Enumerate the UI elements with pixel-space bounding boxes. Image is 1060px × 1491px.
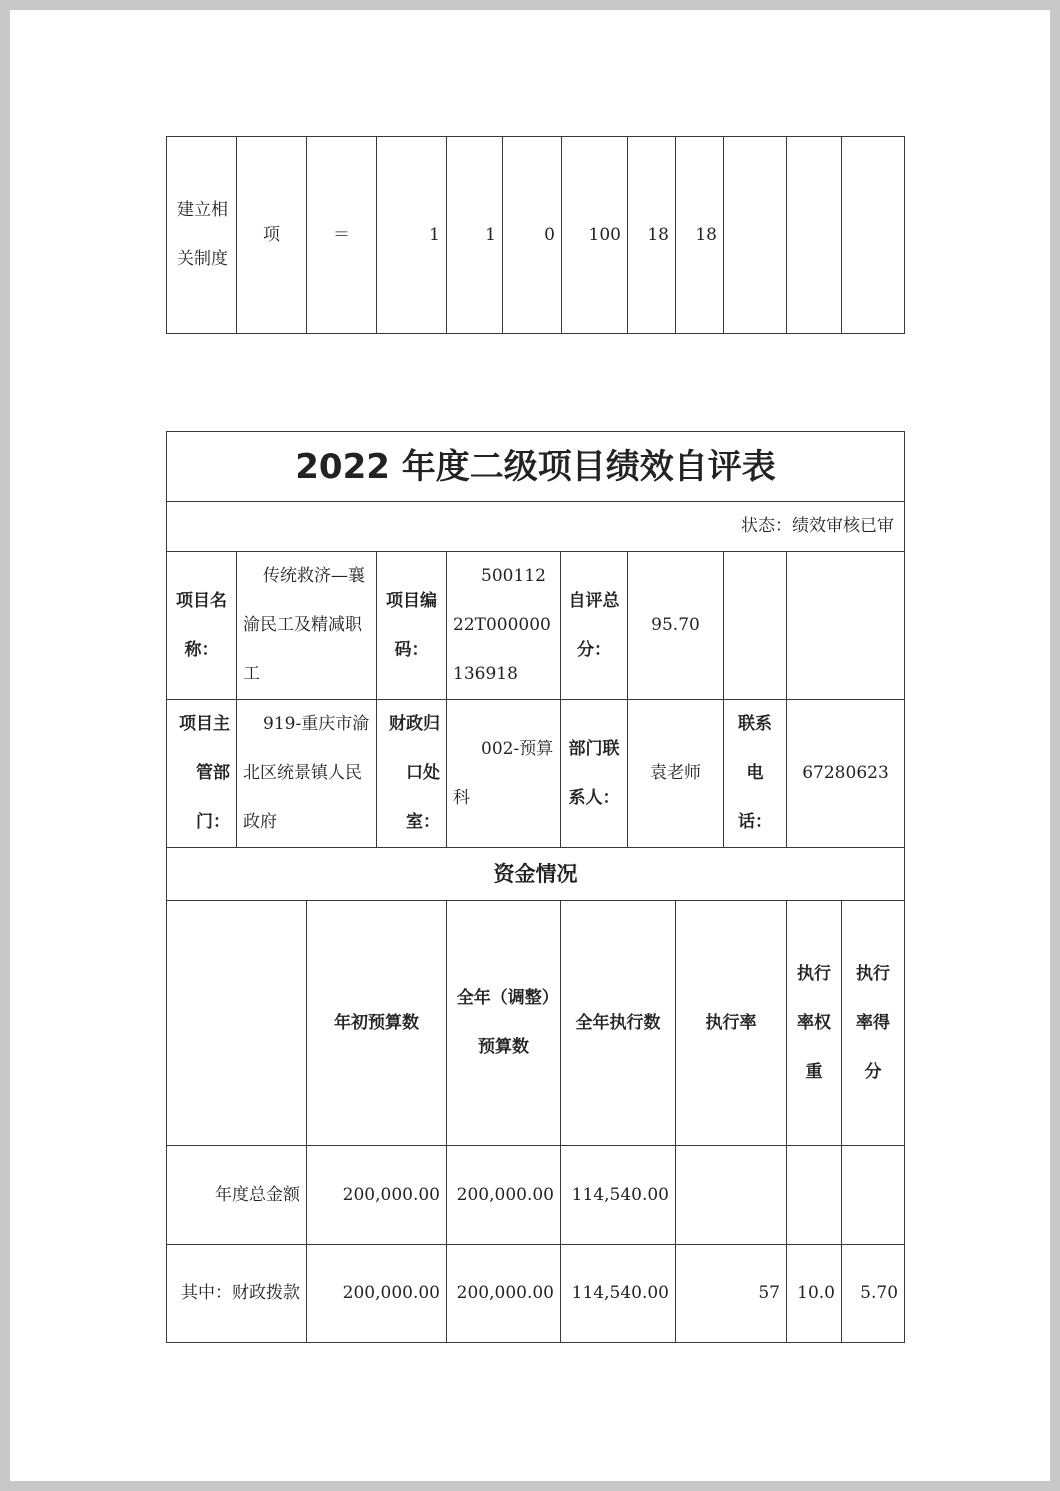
indicator-completion: 100 [562, 137, 628, 334]
empty-cell [787, 137, 842, 334]
indicator-name: 建立相关制度 [167, 137, 237, 334]
empty-cell [724, 137, 787, 334]
funds-header-blank [167, 901, 307, 1146]
contact-label: 部门联系人： [561, 700, 628, 848]
phone-label: 联系电话： [724, 700, 787, 848]
indicator-symbol: ＝ [307, 137, 377, 334]
dept-value: 919-重庆市渝北区统景镇人民政府 [237, 700, 377, 848]
indicator-actual: 1 [447, 137, 503, 334]
funds-row-initial: 200,000.00 [307, 1146, 447, 1245]
indicator-weight: 18 [628, 137, 676, 334]
phone-value: 67280623 [787, 700, 905, 848]
funds-row-executed: 114,540.00 [561, 1146, 676, 1245]
funds-row-executed: 114,540.00 [561, 1245, 676, 1343]
indicator-deviation: 0 [503, 137, 562, 334]
document-page [10, 10, 1050, 1481]
contact-value: 袁老师 [628, 700, 724, 848]
indicator-row [167, 137, 905, 334]
funds-row [167, 1245, 905, 1343]
funds-header-row [167, 901, 905, 1146]
funds-row-adjusted: 200,000.00 [447, 1245, 561, 1343]
indicator-target: 1 [377, 137, 447, 334]
project-info-row [167, 552, 905, 700]
self-score-value: 95.70 [628, 552, 724, 700]
project-name-label: 项目名称： [167, 552, 237, 700]
funds-row-initial: 200,000.00 [307, 1245, 447, 1343]
funds-row-weight [787, 1146, 842, 1245]
empty-cell [842, 137, 905, 334]
project-code-value: 50011222T000000136918 [447, 552, 561, 700]
self-score-label: 自评总分： [561, 552, 628, 700]
funds-row-adjusted: 200,000.00 [447, 1146, 561, 1245]
project-code-label: 项目编码： [377, 552, 447, 700]
finance-label: 财政归口处室： [377, 700, 447, 848]
department-info-row [167, 700, 905, 848]
funds-row-score [842, 1146, 905, 1245]
funds-row-label: 其中：财政拨款 [167, 1245, 307, 1343]
project-name-value: 传统救济—襄渝民工及精减职工 [237, 552, 377, 700]
funds-row-score: 5.70 [842, 1245, 905, 1343]
indicator-table [166, 136, 905, 334]
finance-value: 002-预算科 [447, 700, 561, 848]
sheet-title: 2022 年度二级项目绩效自评表 [167, 432, 905, 502]
funds-row-rate: 57 [676, 1245, 787, 1343]
empty-cell [724, 552, 787, 700]
funds-header-score: 执行率得分 [842, 901, 905, 1146]
funds-row-label: 年度总金额 [167, 1146, 307, 1245]
funds-header-adjusted: 全年（调整）预算数 [447, 901, 561, 1146]
funds-header-weight: 执行率权重 [787, 901, 842, 1146]
dept-label: 项目主管部门： [167, 700, 237, 848]
funds-header-executed: 全年执行数 [561, 901, 676, 1146]
empty-cell [787, 552, 905, 700]
status-text: 状态：绩效审核已审 [167, 502, 905, 552]
funds-row [167, 1146, 905, 1245]
indicator-score: 18 [676, 137, 724, 334]
indicator-unit: 项 [237, 137, 307, 334]
funds-header-rate: 执行率 [676, 901, 787, 1146]
funds-row-rate [676, 1146, 787, 1245]
funds-header-initial: 年初预算数 [307, 901, 447, 1146]
funds-section-title: 资金情况 [167, 848, 905, 901]
evaluation-sheet [166, 431, 905, 1343]
funds-row-weight: 10.0 [787, 1245, 842, 1343]
